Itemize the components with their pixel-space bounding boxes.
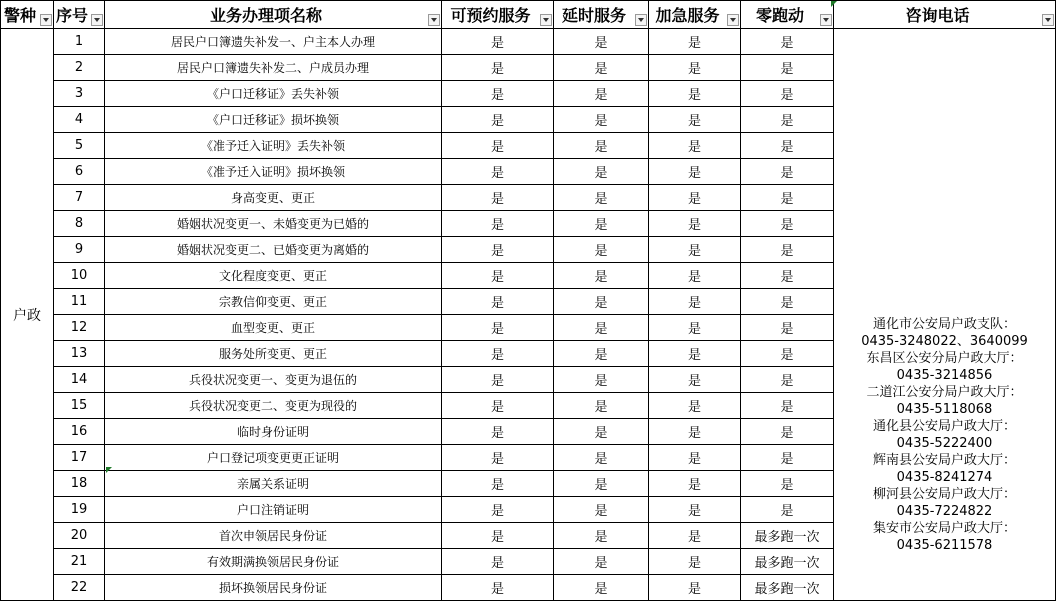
seq-cell[interactable]: 2 <box>54 55 105 81</box>
extended-cell[interactable]: 是 <box>554 471 649 497</box>
zero-trip-cell[interactable]: 是 <box>741 185 834 211</box>
seq-cell[interactable]: 18 <box>54 471 105 497</box>
extended-cell[interactable]: 是 <box>554 523 649 549</box>
zero-trip-cell[interactable]: 是 <box>741 107 834 133</box>
bookable-cell[interactable]: 是 <box>442 445 554 471</box>
extended-cell[interactable]: 是 <box>554 367 649 393</box>
zero-trip-cell[interactable]: 是 <box>741 81 834 107</box>
filter-dropdown-icon[interactable] <box>635 14 647 26</box>
service-name-cell[interactable]: 户口注销证明 <box>105 497 442 523</box>
bookable-cell[interactable]: 是 <box>442 133 554 159</box>
seq-cell[interactable]: 13 <box>54 341 105 367</box>
extended-cell[interactable]: 是 <box>554 393 649 419</box>
contact-line: 0435-3214856 <box>896 367 993 383</box>
service-name-cell[interactable]: 兵役状况变更一、变更为退伍的 <box>105 367 442 393</box>
header-name: 业务办理项名称 <box>105 1 442 29</box>
contact-line: 0435-6211578 <box>896 537 993 553</box>
zero-trip-cell[interactable]: 是 <box>741 211 834 237</box>
filter-dropdown-icon[interactable] <box>40 14 52 26</box>
service-name-cell[interactable]: 损坏换领居民身份证 <box>105 575 442 601</box>
seq-cell[interactable]: 16 <box>54 419 105 445</box>
zero-trip-cell[interactable]: 是 <box>741 159 834 185</box>
header-bookable: 可预约服务 <box>442 1 554 29</box>
bookable-cell[interactable]: 是 <box>442 159 554 185</box>
table-body <box>1 29 1056 601</box>
service-name-cell[interactable]: 婚姻状况变更一、未婚变更为已婚的 <box>105 211 442 237</box>
seq-cell[interactable]: 3 <box>54 81 105 107</box>
service-name-cell[interactable]: 《准予迁入证明》丢失补领 <box>105 133 442 159</box>
urgent-cell[interactable]: 是 <box>649 237 741 263</box>
extended-cell[interactable]: 是 <box>554 315 649 341</box>
zero-trip-cell[interactable]: 最多跑一次 <box>741 575 834 601</box>
filter-dropdown-icon[interactable] <box>91 14 103 26</box>
header-urgent: 加急服务 <box>649 1 741 29</box>
urgent-cell[interactable]: 是 <box>649 315 741 341</box>
header-category: 警种 <box>1 1 54 29</box>
zero-trip-cell[interactable]: 是 <box>741 55 834 81</box>
urgent-cell[interactable]: 是 <box>649 575 741 601</box>
urgent-cell[interactable]: 是 <box>649 55 741 81</box>
header-row <box>1 1 1056 29</box>
service-name-cell[interactable]: 亲属关系证明 <box>105 471 442 497</box>
urgent-cell[interactable]: 是 <box>649 211 741 237</box>
category-cell[interactable]: 户政 <box>1 29 54 601</box>
seq-cell[interactable]: 21 <box>54 549 105 575</box>
zero-trip-cell[interactable]: 是 <box>741 289 834 315</box>
contact-line: 0435-5222400 <box>896 435 993 451</box>
contact-line: 辉南县公安局户政大厅： <box>872 452 1016 468</box>
seq-cell[interactable]: 8 <box>54 211 105 237</box>
zero-trip-cell[interactable]: 是 <box>741 237 834 263</box>
urgent-cell[interactable]: 是 <box>649 107 741 133</box>
seq-cell[interactable]: 7 <box>54 185 105 211</box>
service-name-cell[interactable]: 有效期满换领居民身份证 <box>105 549 442 575</box>
seq-cell[interactable]: 10 <box>54 263 105 289</box>
extended-cell[interactable]: 是 <box>554 81 649 107</box>
service-name-cell[interactable]: 临时身份证明 <box>105 419 442 445</box>
header-phone: 咨询电话 <box>834 1 1056 29</box>
comment-indicator-icon <box>831 1 837 7</box>
extended-cell[interactable]: 是 <box>554 211 649 237</box>
contact-line: 0435-8241274 <box>896 469 993 485</box>
extended-cell[interactable]: 是 <box>554 575 649 601</box>
bookable-cell[interactable]: 是 <box>442 341 554 367</box>
seq-cell[interactable]: 14 <box>54 367 105 393</box>
zero-trip-cell[interactable]: 是 <box>741 341 834 367</box>
extended-cell[interactable]: 是 <box>554 549 649 575</box>
contact-line: 二道江公安分局户政大厅： <box>866 384 1023 400</box>
seq-cell[interactable]: 22 <box>54 575 105 601</box>
urgent-cell[interactable]: 是 <box>649 445 741 471</box>
urgent-cell[interactable]: 是 <box>649 549 741 575</box>
urgent-cell[interactable]: 是 <box>649 81 741 107</box>
urgent-cell[interactable]: 是 <box>649 159 741 185</box>
header-zero-trip: 零跑动 <box>741 1 834 29</box>
zero-trip-cell[interactable]: 是 <box>741 29 834 55</box>
service-name-cell[interactable]: 血型变更、更正 <box>105 315 442 341</box>
urgent-cell[interactable]: 是 <box>649 133 741 159</box>
bookable-cell[interactable]: 是 <box>442 29 554 55</box>
extended-cell[interactable]: 是 <box>554 445 649 471</box>
bookable-cell[interactable]: 是 <box>442 367 554 393</box>
bookable-cell[interactable]: 是 <box>442 549 554 575</box>
bookable-cell[interactable]: 是 <box>442 55 554 81</box>
filter-dropdown-icon[interactable] <box>428 14 440 26</box>
urgent-cell[interactable]: 是 <box>649 289 741 315</box>
zero-trip-cell[interactable]: 是 <box>741 471 834 497</box>
extended-cell[interactable]: 是 <box>554 341 649 367</box>
bookable-cell[interactable]: 是 <box>442 211 554 237</box>
urgent-cell[interactable]: 是 <box>649 419 741 445</box>
bookable-cell[interactable]: 是 <box>442 575 554 601</box>
service-name-cell[interactable]: 《户口迁移证》损坏换领 <box>105 107 442 133</box>
extended-cell[interactable]: 是 <box>554 107 649 133</box>
zero-trip-cell[interactable]: 是 <box>741 263 834 289</box>
seq-cell[interactable]: 4 <box>54 107 105 133</box>
contact-line: 0435-3248022、3640099 <box>861 333 1028 349</box>
seq-cell[interactable]: 6 <box>54 159 105 185</box>
urgent-cell[interactable]: 是 <box>649 263 741 289</box>
service-name-cell[interactable]: 居民户口簿遗失补发二、户成员办理 <box>105 55 442 81</box>
bookable-cell[interactable]: 是 <box>442 289 554 315</box>
contact-line: 柳河县公安局户政大厅： <box>872 486 1016 502</box>
header-extended: 延时服务 <box>554 1 649 29</box>
extended-cell[interactable]: 是 <box>554 55 649 81</box>
seq-cell[interactable]: 15 <box>54 393 105 419</box>
seq-cell[interactable]: 9 <box>54 237 105 263</box>
bookable-cell[interactable]: 是 <box>442 497 554 523</box>
seq-cell[interactable]: 5 <box>54 133 105 159</box>
zero-trip-cell[interactable]: 最多跑一次 <box>741 549 834 575</box>
contact-line: 通化县公安局户政大厅： <box>872 418 1016 434</box>
service-name-cell[interactable]: 居民户口簿遗失补发一、户主本人办理 <box>105 29 442 55</box>
seq-cell[interactable]: 1 <box>54 29 105 55</box>
contact-line: 集安市公安局户政大厅： <box>872 520 1016 536</box>
extended-cell[interactable]: 是 <box>554 237 649 263</box>
bookable-cell[interactable]: 是 <box>442 81 554 107</box>
extended-cell[interactable]: 是 <box>554 133 649 159</box>
filter-dropdown-icon[interactable] <box>727 14 739 26</box>
service-name-cell[interactable]: 首次申领居民身份证 <box>105 523 442 549</box>
bookable-cell[interactable]: 是 <box>442 523 554 549</box>
filter-dropdown-icon[interactable] <box>1042 14 1054 26</box>
urgent-cell[interactable]: 是 <box>649 29 741 55</box>
extended-cell[interactable]: 是 <box>554 289 649 315</box>
service-name-cell[interactable]: 宗教信仰变更、更正 <box>105 289 442 315</box>
header-seq: 序号 <box>54 1 105 29</box>
seq-cell[interactable]: 19 <box>54 497 105 523</box>
contact-line: 通化市公安局户政支队： <box>872 316 1016 332</box>
bookable-cell[interactable]: 是 <box>442 263 554 289</box>
urgent-cell[interactable]: 是 <box>649 367 741 393</box>
bookable-cell[interactable]: 是 <box>442 107 554 133</box>
extended-cell[interactable]: 是 <box>554 159 649 185</box>
service-name-cell[interactable]: 服务处所变更、更正 <box>105 341 442 367</box>
bookable-cell[interactable]: 是 <box>442 237 554 263</box>
bookable-cell[interactable]: 是 <box>442 471 554 497</box>
seq-cell[interactable]: 12 <box>54 315 105 341</box>
extended-cell[interactable]: 是 <box>554 263 649 289</box>
extended-cell[interactable]: 是 <box>554 185 649 211</box>
zero-trip-cell[interactable]: 是 <box>741 445 834 471</box>
zero-trip-cell[interactable]: 是 <box>741 367 834 393</box>
urgent-cell[interactable]: 是 <box>649 185 741 211</box>
comment-indicator-icon <box>106 467 112 473</box>
extended-cell[interactable]: 是 <box>554 419 649 445</box>
zero-trip-cell[interactable]: 是 <box>741 393 834 419</box>
extended-cell[interactable]: 是 <box>554 29 649 55</box>
filter-dropdown-icon[interactable] <box>820 14 832 26</box>
urgent-cell[interactable]: 是 <box>649 341 741 367</box>
service-name-cell[interactable]: 《准予迁入证明》损坏换领 <box>105 159 442 185</box>
service-name-cell[interactable]: 身高变更、更正 <box>105 185 442 211</box>
contact-phone-cell[interactable] <box>834 29 1056 601</box>
service-name-cell[interactable]: 文化程度变更、更正 <box>105 263 442 289</box>
table-row <box>1 29 1056 55</box>
urgent-cell[interactable]: 是 <box>649 393 741 419</box>
contact-line: 0435-5118068 <box>896 401 993 417</box>
zero-trip-cell[interactable]: 是 <box>741 497 834 523</box>
seq-cell[interactable]: 17 <box>54 445 105 471</box>
service-name-cell[interactable]: 兵役状况变更二、变更为现役的 <box>105 393 442 419</box>
urgent-cell[interactable]: 是 <box>649 497 741 523</box>
service-name-cell[interactable]: 户口登记项变更更正证明 <box>105 445 442 471</box>
bookable-cell[interactable]: 是 <box>442 185 554 211</box>
zero-trip-cell[interactable]: 最多跑一次 <box>741 523 834 549</box>
bookable-cell[interactable]: 是 <box>442 315 554 341</box>
service-name-cell[interactable]: 《户口迁移证》丢失补领 <box>105 81 442 107</box>
bookable-cell[interactable]: 是 <box>442 419 554 445</box>
zero-trip-cell[interactable]: 是 <box>741 315 834 341</box>
urgent-cell[interactable]: 是 <box>649 523 741 549</box>
service-name-cell[interactable]: 婚姻状况变更二、已婚变更为离婚的 <box>105 237 442 263</box>
urgent-cell[interactable]: 是 <box>649 471 741 497</box>
seq-cell[interactable]: 20 <box>54 523 105 549</box>
filter-dropdown-icon[interactable] <box>540 14 552 26</box>
bookable-cell[interactable]: 是 <box>442 393 554 419</box>
contact-line: 东昌区公安分局户政大厅： <box>866 350 1023 366</box>
contact-line: 0435-7224822 <box>896 503 993 519</box>
seq-cell[interactable]: 11 <box>54 289 105 315</box>
zero-trip-cell[interactable]: 是 <box>741 133 834 159</box>
extended-cell[interactable]: 是 <box>554 497 649 523</box>
zero-trip-cell[interactable]: 是 <box>741 419 834 445</box>
